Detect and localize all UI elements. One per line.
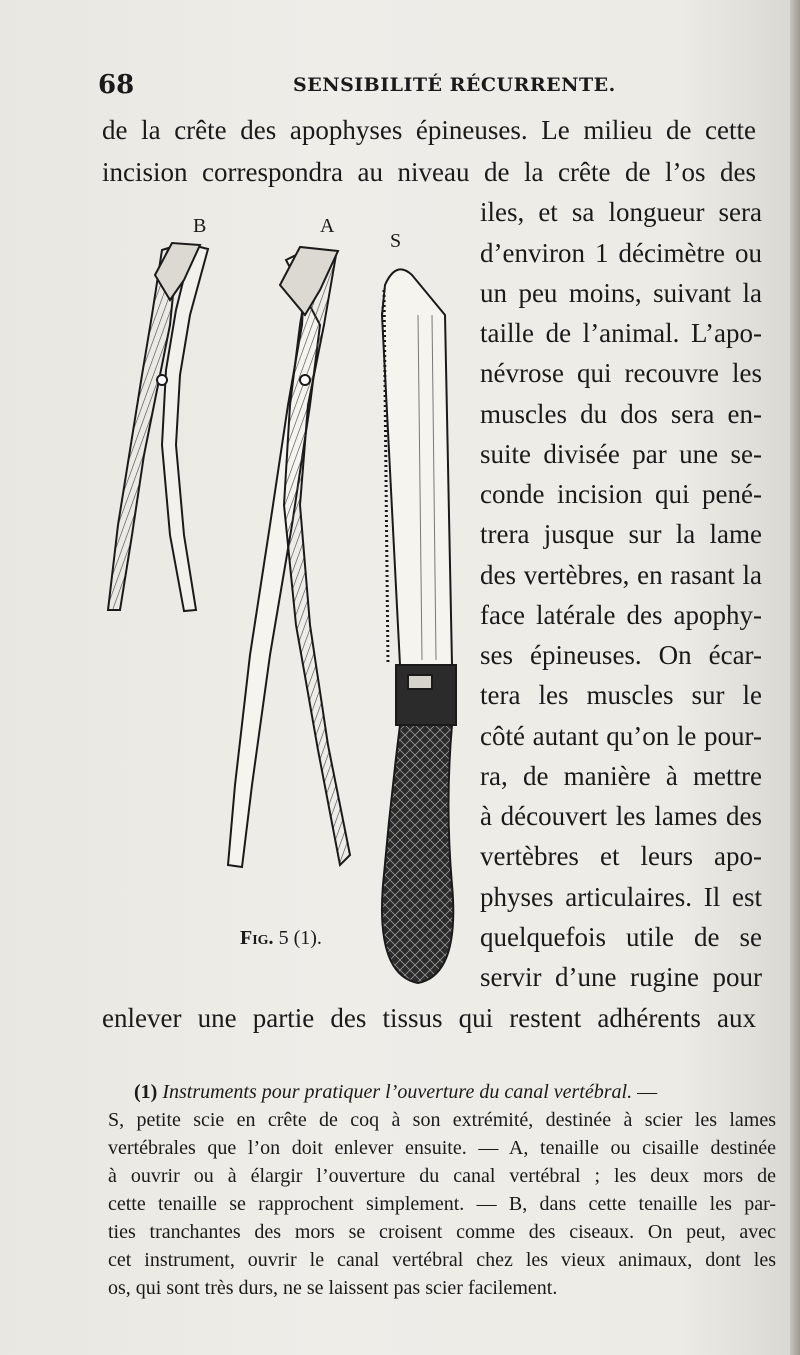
- body-line-15: tera les muscles sur le: [480, 680, 762, 710]
- footnote-marker: (1): [134, 1081, 158, 1103]
- footnote-title-line: [108, 1078, 776, 1106]
- figure-label-b: B: [193, 215, 207, 237]
- body-line-3: iles, et sa longueur sera: [480, 197, 762, 227]
- page-header: [98, 70, 758, 102]
- body-line-20: physes articulaires. Il est: [480, 882, 762, 912]
- body-line-18: à découvert les lames des: [480, 801, 762, 831]
- body-line-9: suite divisée par une se-: [480, 439, 762, 469]
- running-title: SENSIBILITÉ RÉCURRENTE.: [293, 74, 616, 96]
- body-line-14: ses épineuses. On écar-: [480, 640, 762, 670]
- figure-label-a: A: [320, 215, 335, 237]
- body-line-7: névrose qui recouvre les: [480, 358, 762, 388]
- body-line-21: quelquefois utile de se: [480, 922, 762, 952]
- body-line-13: face latérale des apophy-: [480, 600, 762, 630]
- footnote-dash: —: [632, 1081, 658, 1103]
- body-line-4: d’environ 1 décimètre ou: [480, 238, 762, 268]
- figure-label-s: S: [390, 230, 402, 252]
- saw-s: [382, 269, 456, 983]
- forceps-b: [108, 243, 208, 611]
- pliers-a: [228, 247, 350, 867]
- body-line-17: ra, de manière à mettre: [480, 761, 762, 791]
- footnote-line-7: os, qui sont très durs, ne se laissent pas scier facilement.: [108, 1277, 558, 1299]
- body-line-8: muscles du dos sera en-: [480, 399, 762, 429]
- figure-caption-number: 5 (1).: [273, 927, 322, 949]
- page-number: 68: [98, 70, 135, 100]
- body-line-5: un peu moins, suivant la: [480, 278, 762, 308]
- instruments-engraving: [100, 205, 475, 995]
- body-line-1: de la crête des apophyses épineuses. Le milieu de cette: [102, 115, 756, 145]
- figure-caption: [240, 927, 322, 950]
- body-line-23: enlever une partie des tissus qui restent adhérents aux: [102, 1003, 756, 1033]
- figure-caption-prefix: Fig.: [240, 927, 274, 949]
- body-line-19: vertèbres et leurs apo-: [480, 841, 762, 871]
- body-line-16: côté autant qu’on le pour-: [480, 721, 762, 751]
- body-line-10: conde incision qui pené-: [480, 479, 762, 509]
- footnote-line-5: ties tranchantes des mors se croisent comme des ciseaux. On peut, avec: [108, 1221, 776, 1243]
- instrument-figure: [100, 205, 475, 995]
- footnote-title: Instruments pour pratiquer l’ouverture du canal vertébral.: [162, 1081, 633, 1103]
- body-line-22: servir d’une rugine pour: [480, 962, 762, 992]
- footnote-line-2: vertébrales que l’on doit enlever ensuite. — A, tenaille ou cisaille destinée: [108, 1137, 776, 1159]
- body-line-11: trera jusque sur la lame: [480, 519, 762, 549]
- body-line-6: taille de l’animal. L’apo-: [480, 318, 762, 348]
- footnote-line-3: à ouvrir ou à élargir l’ouverture du canal vertébral ; les deux mors de: [108, 1165, 776, 1187]
- footnote-line-4: cette tenaille se rapprochent simplement. — B, dans cette tenaille les par-: [108, 1193, 776, 1215]
- footnote-line-1: S, petite scie en crête de coq à son extrémité, destinée à scier les lames: [108, 1109, 776, 1131]
- body-line-12: des vertèbres, en rasant la: [480, 560, 762, 590]
- page-spine-shadow: [790, 0, 800, 1355]
- footnote-line-6: cet instrument, ouvrir le canal vertébral chez les vieux animaux, dont les: [108, 1249, 776, 1271]
- body-line-2: incision correspondra au niveau de la crête de l’os des: [102, 157, 756, 187]
